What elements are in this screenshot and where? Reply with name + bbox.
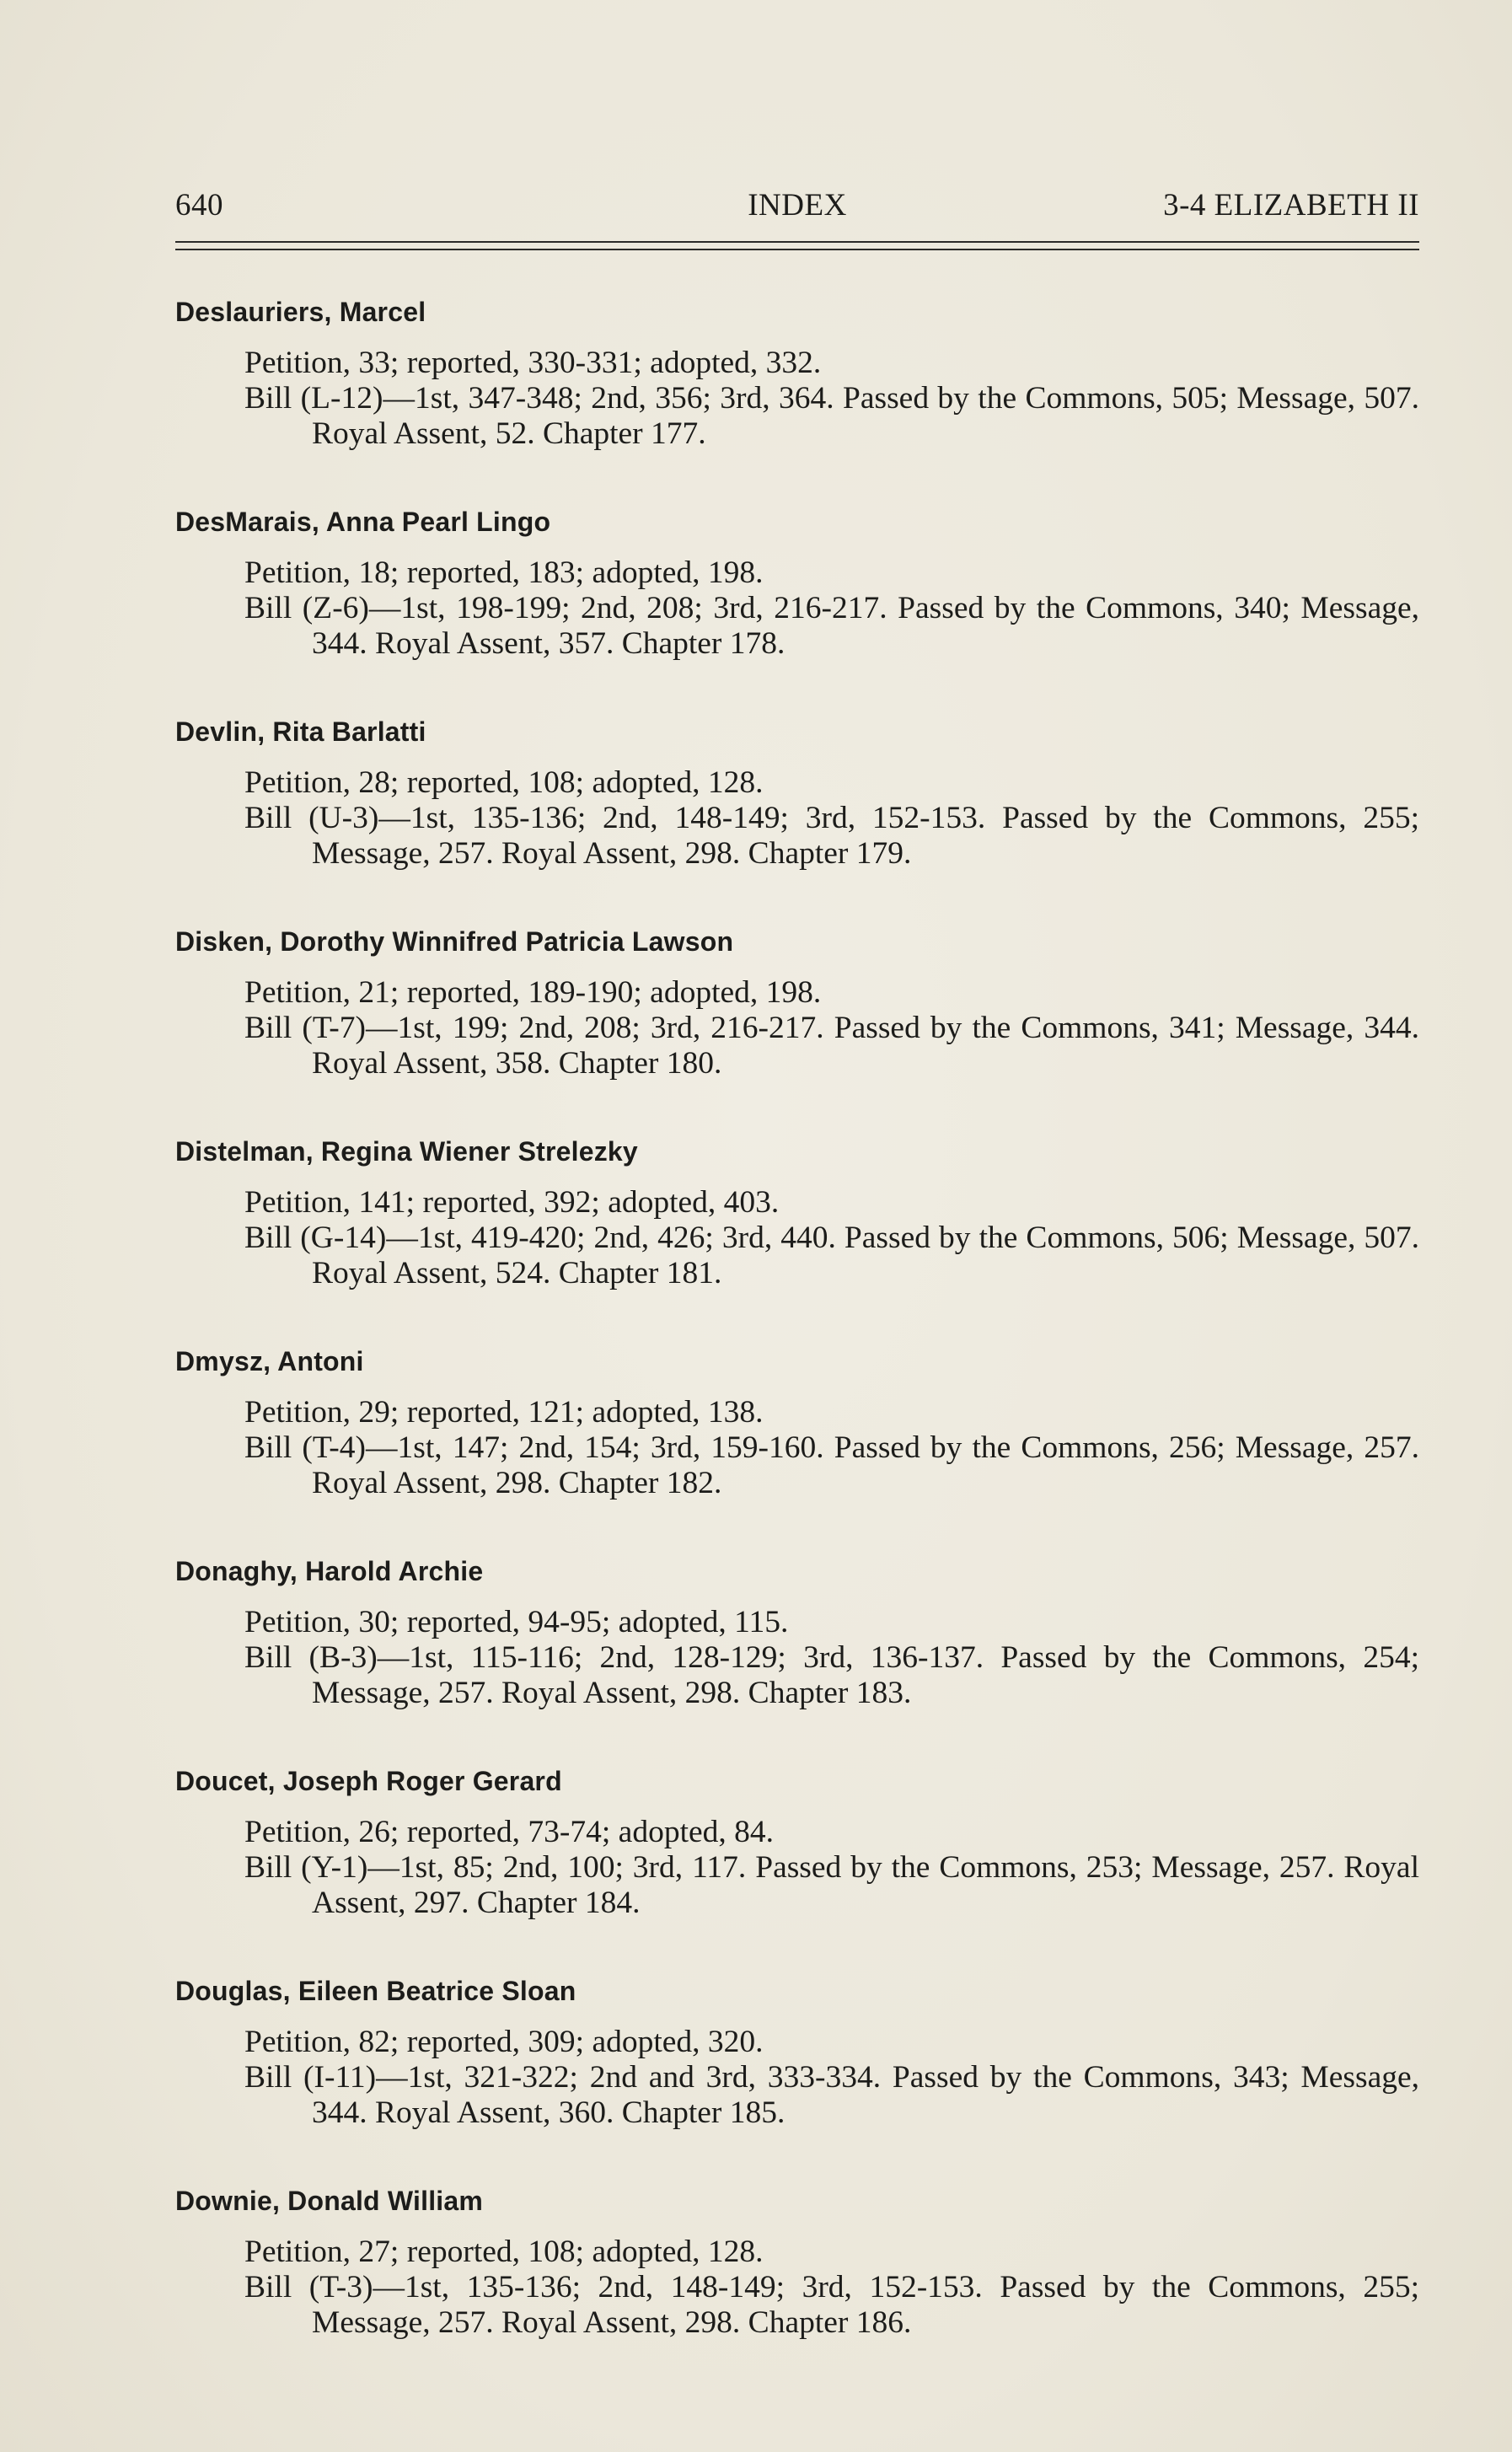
entry-petition: Petition, 21; reported, 189-190; adopted, 198. <box>244 975 822 1010</box>
entry-bill: Bill (B-3)—1st, 115-116; 2nd, 128-129; 3rd, 136-137. Passed by the Commons, 254; Message, 257. Royal Assent, 298. Chapter 183. <box>244 1640 1419 1710</box>
entry-bill: Bill (I-11)—1st, 321-322; 2nd and 3rd, 333-334. Passed by the Commons, 343; Message, 344. Royal Assent, 360. Chapter 185. <box>244 2060 1419 2130</box>
index-entry <box>175 1764 1419 1921</box>
entry-bill: Bill (T-7)—1st, 199; 2nd, 208; 3rd, 216-217. Passed by the Commons, 341; Message, 344. Royal Assent, 358. Chapter 180. <box>244 1011 1419 1081</box>
entry-petition: Petition, 82; reported, 309; adopted, 320. <box>244 2025 764 2059</box>
entry-name: Dmysz, Antoni <box>175 1346 364 1376</box>
entry-name: Donaghy, Harold Archie <box>175 1556 484 1586</box>
entry-bill: Bill (T-3)—1st, 135-136; 2nd, 148-149; 3rd, 152-153. Passed by the Commons, 255; Message, 257. Royal Assent, 298. Chapter 186. <box>244 2270 1419 2340</box>
header-rule-bottom <box>175 249 1419 250</box>
page-header <box>175 187 1419 229</box>
index-entry <box>175 505 1419 662</box>
index-entry <box>175 1974 1419 2131</box>
index-entry <box>175 1135 1419 1291</box>
entry-name: Distelman, Regina Wiener Strelezky <box>175 1136 638 1167</box>
reign-label: 3-4 ELIZABETH II <box>1163 188 1419 223</box>
entry-petition: Petition, 28; reported, 108; adopted, 128. <box>244 765 764 800</box>
entry-petition: Petition, 29; reported, 121; adopted, 138. <box>244 1395 764 1430</box>
entry-name: Douglas, Eileen Beatrice Sloan <box>175 1976 576 2006</box>
entry-petition: Petition, 30; reported, 94-95; adopted, 115. <box>244 1605 789 1639</box>
entry-name: Doucet, Joseph Roger Gerard <box>175 1766 562 1796</box>
entry-bill: Bill (U-3)—1st, 135-136; 2nd, 148-149; 3rd, 152-153. Passed by the Commons, 255; Message, 257. Royal Assent, 298. Chapter 179. <box>244 801 1419 871</box>
index-entry <box>175 295 1419 452</box>
header-rule-top <box>175 241 1419 243</box>
entry-petition: Petition, 27; reported, 108; adopted, 128. <box>244 2235 764 2269</box>
entry-name: Devlin, Rita Barlatti <box>175 716 426 747</box>
entry-name: Downie, Donald William <box>175 2186 484 2216</box>
index-entries <box>175 295 1419 2394</box>
index-entry <box>175 1554 1419 1711</box>
index-entry <box>175 925 1419 1081</box>
entry-petition: Petition, 18; reported, 183; adopted, 198. <box>244 555 764 590</box>
entry-name: DesMarais, Anna Pearl Lingo <box>175 507 551 537</box>
entry-bill: Bill (Z-6)—1st, 198-199; 2nd, 208; 3rd, 216-217. Passed by the Commons, 340; Message, 344. Royal Assent, 357. Chapter 178. <box>244 591 1419 661</box>
entry-petition: Petition, 33; reported, 330-331; adopted, 332. <box>244 346 822 380</box>
entry-bill: Bill (G-14)—1st, 419-420; 2nd, 426; 3rd, 440. Passed by the Commons, 506; Message, 507. Royal Assent, 524. Chapter 181. <box>244 1221 1419 1290</box>
page-number: 640 <box>175 188 223 223</box>
index-entry <box>175 2184 1419 2341</box>
entry-petition: Petition, 26; reported, 73-74; adopted, 84. <box>244 1815 775 1849</box>
index-entry <box>175 715 1419 872</box>
entry-bill: Bill (T-4)—1st, 147; 2nd, 154; 3rd, 159-160. Passed by the Commons, 256; Message, 257. Royal Assent, 298. Chapter 182. <box>244 1430 1419 1500</box>
entry-petition: Petition, 141; reported, 392; adopted, 403. <box>244 1185 780 1220</box>
entry-bill: Bill (Y-1)—1st, 85; 2nd, 100; 3rd, 117. Passed by the Commons, 253; Message, 257. Royal Assent, 297. Chapter 184. <box>244 1850 1419 1920</box>
index-entry <box>175 1344 1419 1501</box>
entry-name: Deslauriers, Marcel <box>175 297 426 327</box>
entry-bill: Bill (L-12)—1st, 347-348; 2nd, 356; 3rd, 364. Passed by the Commons, 505; Message, 507. Royal Assent, 52. Chapter 177. <box>244 381 1419 451</box>
running-title: INDEX <box>748 188 847 223</box>
entry-name: Disken, Dorothy Winnifred Patricia Lawson <box>175 926 734 957</box>
